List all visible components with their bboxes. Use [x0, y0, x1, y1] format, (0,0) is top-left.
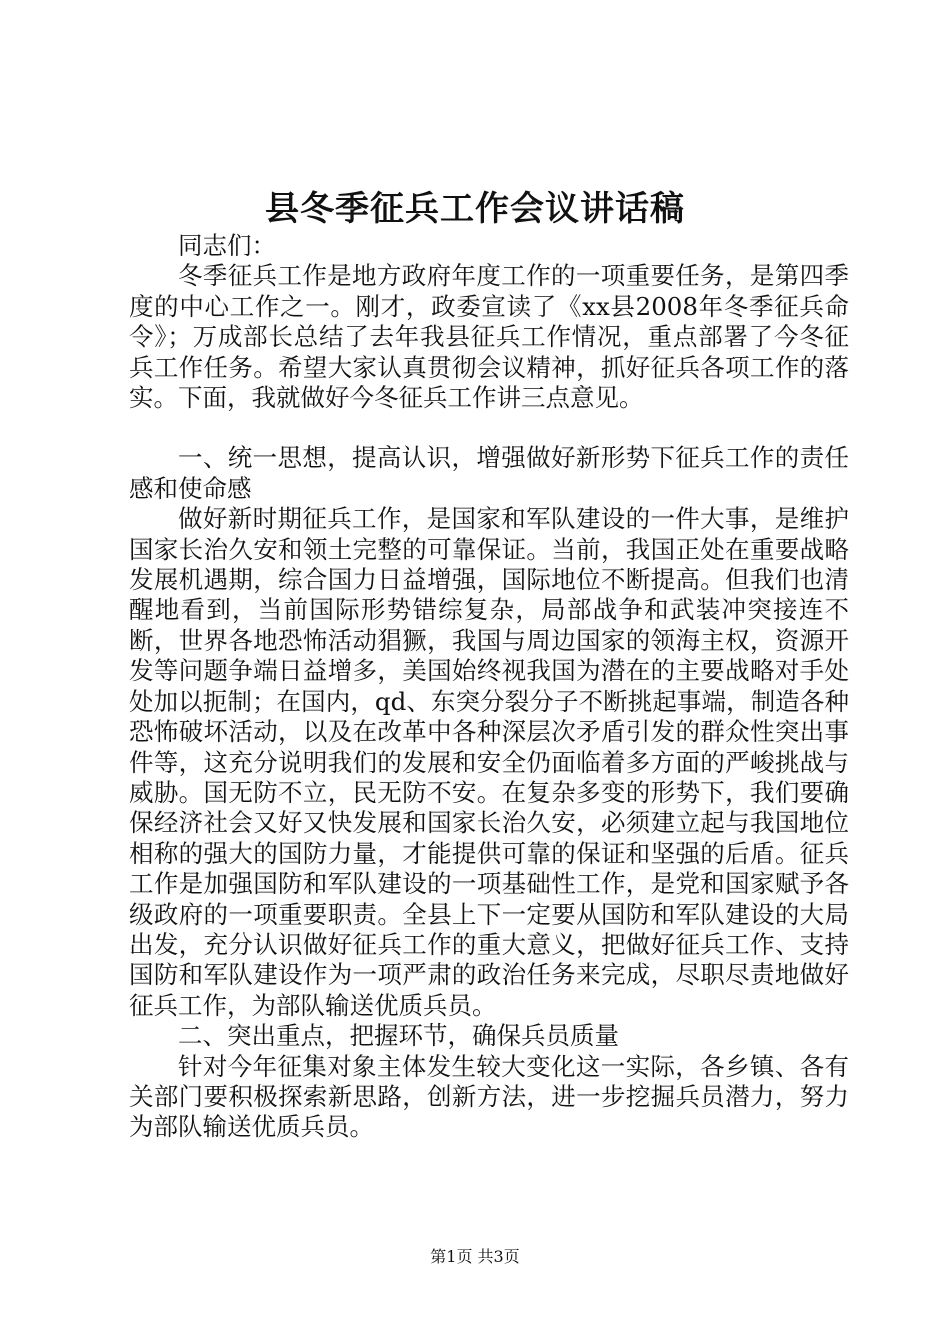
section-heading-1: 一、统一思想，提高认识，增强做好新形势下征兵工作的责任感和使命感 — [129, 443, 849, 503]
page-footer: 第1页 共3页 — [430, 1247, 520, 1266]
section-heading-2: 二、突出重点，把握环节，确保兵员质量 — [178, 1021, 619, 1051]
greeting: 同志们： — [178, 231, 276, 260]
paragraph-section-1: 做好新时期征兵工作，是国家和军队建设的一件大事，是维护国家长治久安和领土完整的可靠保证。当前，我国正处在重要战略发展机遇期，综合国力日益增强，国际地位不断提高。但我们也清醒地看到，当前国际形势错综复杂，局部战争和武装冲突接连不断，世界各地恐怖活动猖獗，我国与周边国家的领海主权，资源开发等问题争端日益增多，美国始终视我国为潜在的主要战略对手处处加以扼制；在国内，qd、东突分裂分子不断挑起事端，制造各种恐怖破坏活动，以及在改革中各种深层次矛盾引发的群众性突出事件等，这充分说明我们的发展和安全仍面临着多方面的严峻挑战与威胁。国无防不立，民无防不安。在复杂多变的形势下，我们要确保经济社会又好又快发展和国家长治久安，必须建立起与我国地位相称的强大的国防力量，才能提供可靠的保证和坚强的后盾。征兵工作是加强国防和军队建设的一项基础性工作，是党和国家赋予各级政府的一项重要职责。全县上下一定要从国防和军队建设的大局出发，充分认识做好征兵工作的重大意义，把做好征兵工作、支持国防和军队建设作为一项严肃的政治任务来完成，尽职尽责地做好征兵工作，为部队输送优质兵员。 — [129, 504, 849, 1020]
document-title: 县冬季征兵工作会议讲话稿 — [265, 189, 685, 229]
paragraph-intro: 冬季征兵工作是地方政府年度工作的一项重要任务，是第四季度的中心工作之一。刚才，政委宣读了《xx县2008年冬季征兵命令》；万成部长总结了去年我县征兵工作情况，重点部署了今冬征兵工作任务。希望大家认真贯彻会议精神，抓好征兵各项工作的落实。下面，我就做好今冬征兵工作讲三点意见。 — [129, 261, 849, 413]
paragraph-section-2: 针对今年征集对象主体发生较大变化这一实际，各乡镇、各有关部门要积极探索新思路，创新方法，进一步挖掘兵员潜力，努力为部队输送优质兵员。 — [129, 1051, 849, 1142]
document-body — [129, 231, 849, 1143]
